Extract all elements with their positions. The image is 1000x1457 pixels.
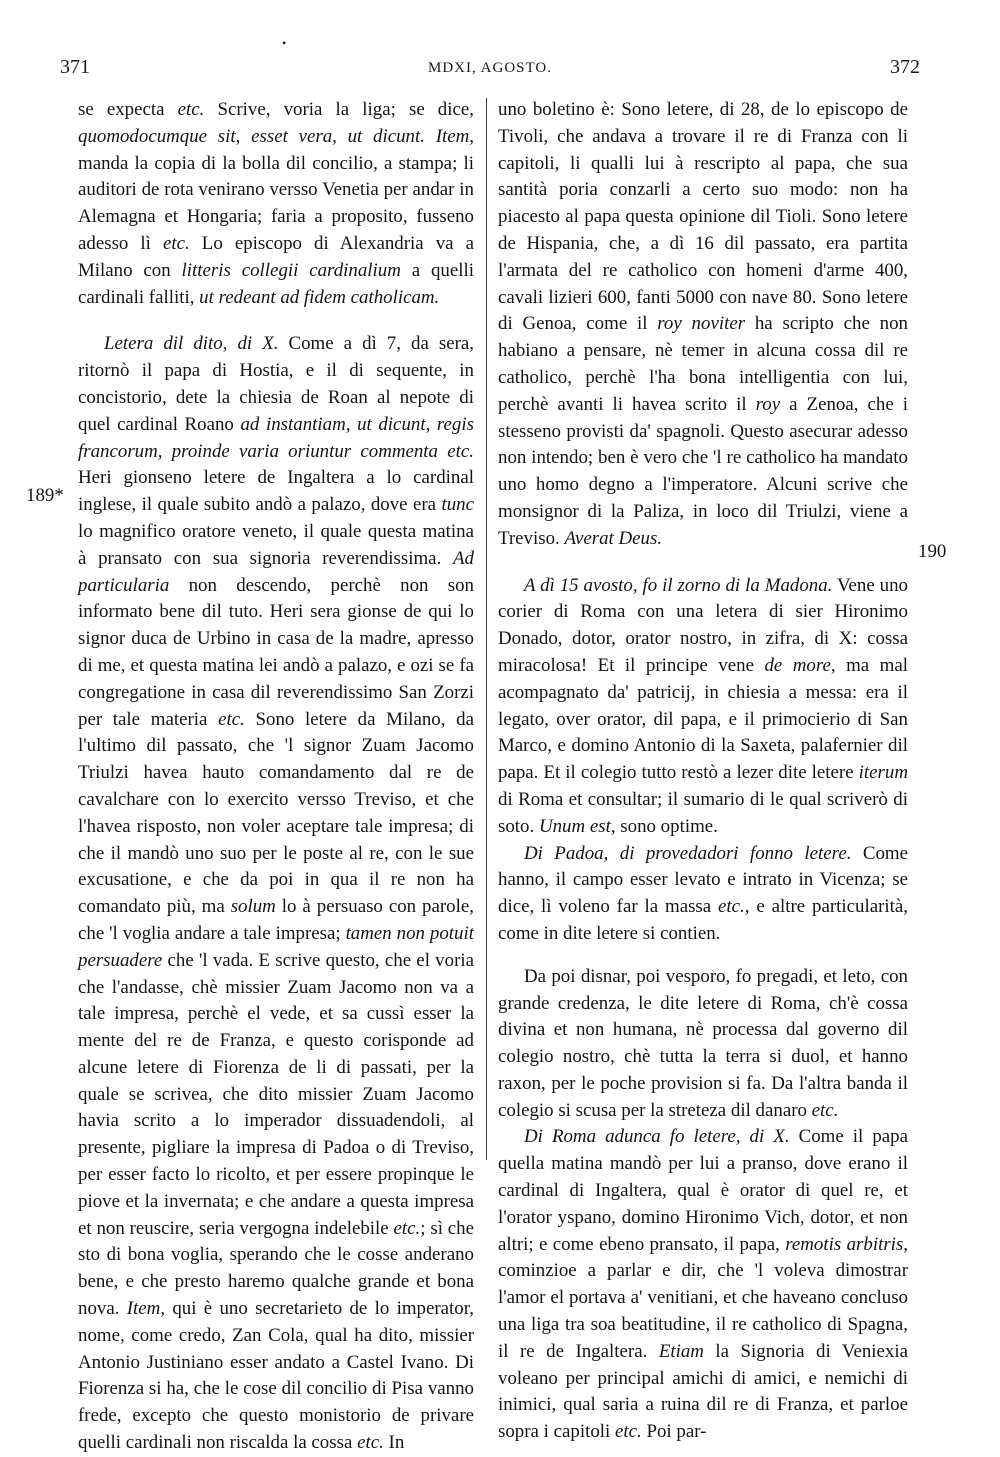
italic-phrase: roy noviter [657, 313, 746, 335]
italic-phrase: etc. [162, 232, 190, 254]
margin-number-left: 189* [26, 485, 64, 506]
italic-phrase: Unum est, [538, 815, 616, 837]
italic-phrase: quomodocumque sit, esset vera, ut dicunt. Item, [78, 125, 474, 147]
italic-phrase: solum [230, 896, 276, 918]
paragraph: Letera dil dito, di X. Come a dì 7, da sera, ritornò il papa di Hostia, e il di sequente, in concistorio, dete la chiesia de Roan al nepote di quel cardinal Roano ad instantiam, ut dicunt, regis francorum, proinde varia oriuntur commenta etc. Heri gionseno letere de Ingaltera a lo cardinal inglese, il quale subito andò a palazo, dove era tunc lo magnifico oratore veneto, il quale questa matina à pransato con sua signoria reverendissima. Ad particularia non descendo, perchè non son informato bene dil tuto. Heri sera gionse de qui lo signor duca de Urbino in casa de la madre, apresso di me, et questa matina lei andò a palazo, e ozi se fa congregatione in casa dil reverendissimo San Zorzi per tale materia etc. Sono letere da Milano, da l'ultimo dil passato, che 'l signor Zuam Jacomo Triulzi havea hauto comandamento dal re de cavalchare con lo exercito versso Treviso, et che l'havea risposto, non voler aceptare tale impresa; di che il mandò uno suo per le poste al re, con le sue excusatione, e che da poi in qua il re non ha comandato più, ma solum lo à persuaso con parole, che 'l voglia andare a tale impresa; tamen non potuit persuadere che 'l vada. E scrive questo, che el voria che l'andasse, chè missier Zuam Jacomo non va a tale impresa, perchè el vede, et sa cussì esser la mente del re de Franza, e questo corisponde ad alcune letere di Fiorenza de li di passati, per la quale se scrivea, che dito missier Zuam Jacomo havia scrito a lo imperador dissuadendoli, al presente, pigliare la impresa di Padoa o di Treviso, per esser facto lo ricolto, et per essere propinque le piove et la invernata; e che andare a questa impresa et non reuscire, seria vergogna indelebile etc.; sì che sto di bona voglia, sperando che le cosse anderano bene, e che presto haremo qualche grande et bona nova. Item, qui è uno secretarieto de lo imperator, nome, come credo, Zan Cola, qual ha dito, missier Antonio Justiniano esser andato a Castel Ivano. Di Fiorenza si ha, che le cose dil concilio di Pisa vanno frede, excepto che questo monistorio de privare quelli cardinali non riscalda la cossa etc. In [78, 333, 474, 1454]
italic-phrase: Etiam [658, 1340, 704, 1362]
italic-phrase: Di Roma adunca fo letere, di X. [524, 1126, 790, 1148]
italic-phrase: Ad particularia [78, 547, 474, 596]
italic-phrase: tunc [441, 494, 474, 516]
italic-phrase: etc. [357, 1432, 384, 1454]
italic-phrase: etc. [615, 1421, 642, 1443]
italic-phrase: etc., [718, 896, 750, 918]
page-number-right: 372 [890, 56, 920, 78]
italic-phrase: ut redeant ad fidem catholicam. [199, 286, 440, 308]
italic-phrase: litteris collegii cardinalium [181, 259, 401, 281]
italic-phrase: Letera dil dito, di X. [104, 333, 279, 355]
italic-phrase: roy [755, 393, 781, 415]
paragraph: uno boletino è: Sono letere, di 28, de lo episcopo de Tivoli, che andava a trovare il re di Franza con li capitoli, li qualli lui à rescripto al papa, che sua santità poria conzarli a certo suo modo: non ha piacesto al papa questa opinione dil Tioli. Sono letere de Hispania, che, a dì 16 dil passato, era partita l'armata del re catholico con homeni d'arme 400, cavali lizieri 600, fanti 5000 con nave 80. Sono letere di Genoa, come il roy noviter ha scripto che non habiano a pensare, nè temer in alcuna cossa dil re catholico, perchè l'ha bona intelligentia con lui, perchè avanti li havea scrito il roy a Zenoa, che i stesseno provisti da' spagnoli. Questo asecurar adesso non intendo; ben è vero che 'l re catholico ha mandato uno homo degno a l'imperatore. Alcuni scrive che monsignor di la Paliza, in loco dil Triulzi, viene a Treviso. Averat Deus. [498, 99, 909, 549]
paragraph: Di Padoa, di provedadori fonno letere. Come hanno, il campo esser levato e intrato in Vicenza; se dice, lì voleno far la massa etc., e altre particularità, come in dite letere si contien. [498, 842, 908, 944]
italic-phrase: A dì 15 avosto, fo il zorno di la Madona. [524, 574, 833, 596]
paragraph: se expecta etc. Scrive, voria la liga; se dice, quomodocumque sit, esset vera, ut dicunt. Item, manda la copia di la bolla dil concilio, a stampa; li auditori de rota venirano versso Venetia per andar in Alemagna et Hongaria; faria a proposito, fusseno adesso lì etc. Lo episcopo di Alexandria va a Milano con litteris collegii cardinalium a quelli cardinali falliti, ut redeant ad fidem catholicam. [78, 99, 474, 308]
italic-phrase: ad instantiam, ut dicunt, regis francorum, proinde varia oriuntur commenta etc. [78, 413, 474, 462]
page-speck: • [282, 36, 287, 50]
column-divider [486, 98, 487, 1160]
italic-phrase: remotis arbitris, [785, 1233, 909, 1255]
italic-phrase: iterum [858, 762, 908, 784]
italic-phrase: de more, [764, 654, 836, 676]
italic-phrase: Averat Deus. [564, 527, 663, 549]
paragraph: A dì 15 avosto, fo il zorno di la Madona. Vene uno corier di Roma con una letera di sier Hironimo Donado, dotor, orator nostro, in zifra, di X: cossa miracolosa! Et il principe vene de more, ma mal acompagnato da' patricij, in chiesia a messa: era il legato, over orator, dil papa, e il primocierio di San Marco, e domino Antonio di la Saxeta, palafernier dil papa. Et il colegio tutto restò a lezer dite letere iterum di Roma et consultar; il sumario di le qual scriverò di soto. Unum est, sono optime. [498, 574, 908, 837]
italic-phrase: etc. [218, 708, 245, 730]
italic-phrase: Item, [126, 1298, 166, 1320]
paragraph: Di Roma adunca fo letere, di X. Come il papa quella matina mandò per lui a pranso, dove erano il cardinal di Ingaltera, qual è orator di quel re, et l'orator yspano, domino Hironimo Vich, dotor, et non altri; e come ebeno pransato, il papa, remotis arbitris, cominzioe a parlar e dir, che 'l voleva dimostrar l'amor el portava a' venitiani, et che haveano concluso una liga tra soa beatitudine, il re catholico di Spagna, il re de Ingaltera. Etiam la Signoria di Veniexia voleano per principal amichi di amici, e nemichi di inimici, qual saria a ruina dil re di Franza, et parloe sopra i capitoli etc. Poi par- [498, 1126, 909, 1443]
page-number-left: 371 [60, 56, 90, 78]
left-column [78, 97, 474, 1457]
italic-phrase: tamen non potuit persuadere [78, 922, 474, 971]
italic-phrase: Di Padoa, di provedadori fonno letere. [524, 842, 852, 864]
right-column [498, 97, 908, 1446]
margin-number-right: 190 [918, 541, 947, 562]
italic-phrase: etc. [811, 1099, 839, 1121]
running-title: MDXI, AGOSTO. [428, 60, 552, 76]
italic-phrase: etc. [177, 99, 205, 120]
italic-phrase: etc. [393, 1217, 421, 1239]
paragraph: Da poi disnar, poi vesporo, fo pregadi, et leto, con grande credenza, le dite letere di Roma, ch'è cossa divina et non humana, nè processa dal governo dil colegio nostro, chè tutta la terra si duol, et hanno raxon, per le poche provision si fa. Da l'altra banda il colegio si scusa per la streteza dil danaro etc. [498, 965, 908, 1121]
